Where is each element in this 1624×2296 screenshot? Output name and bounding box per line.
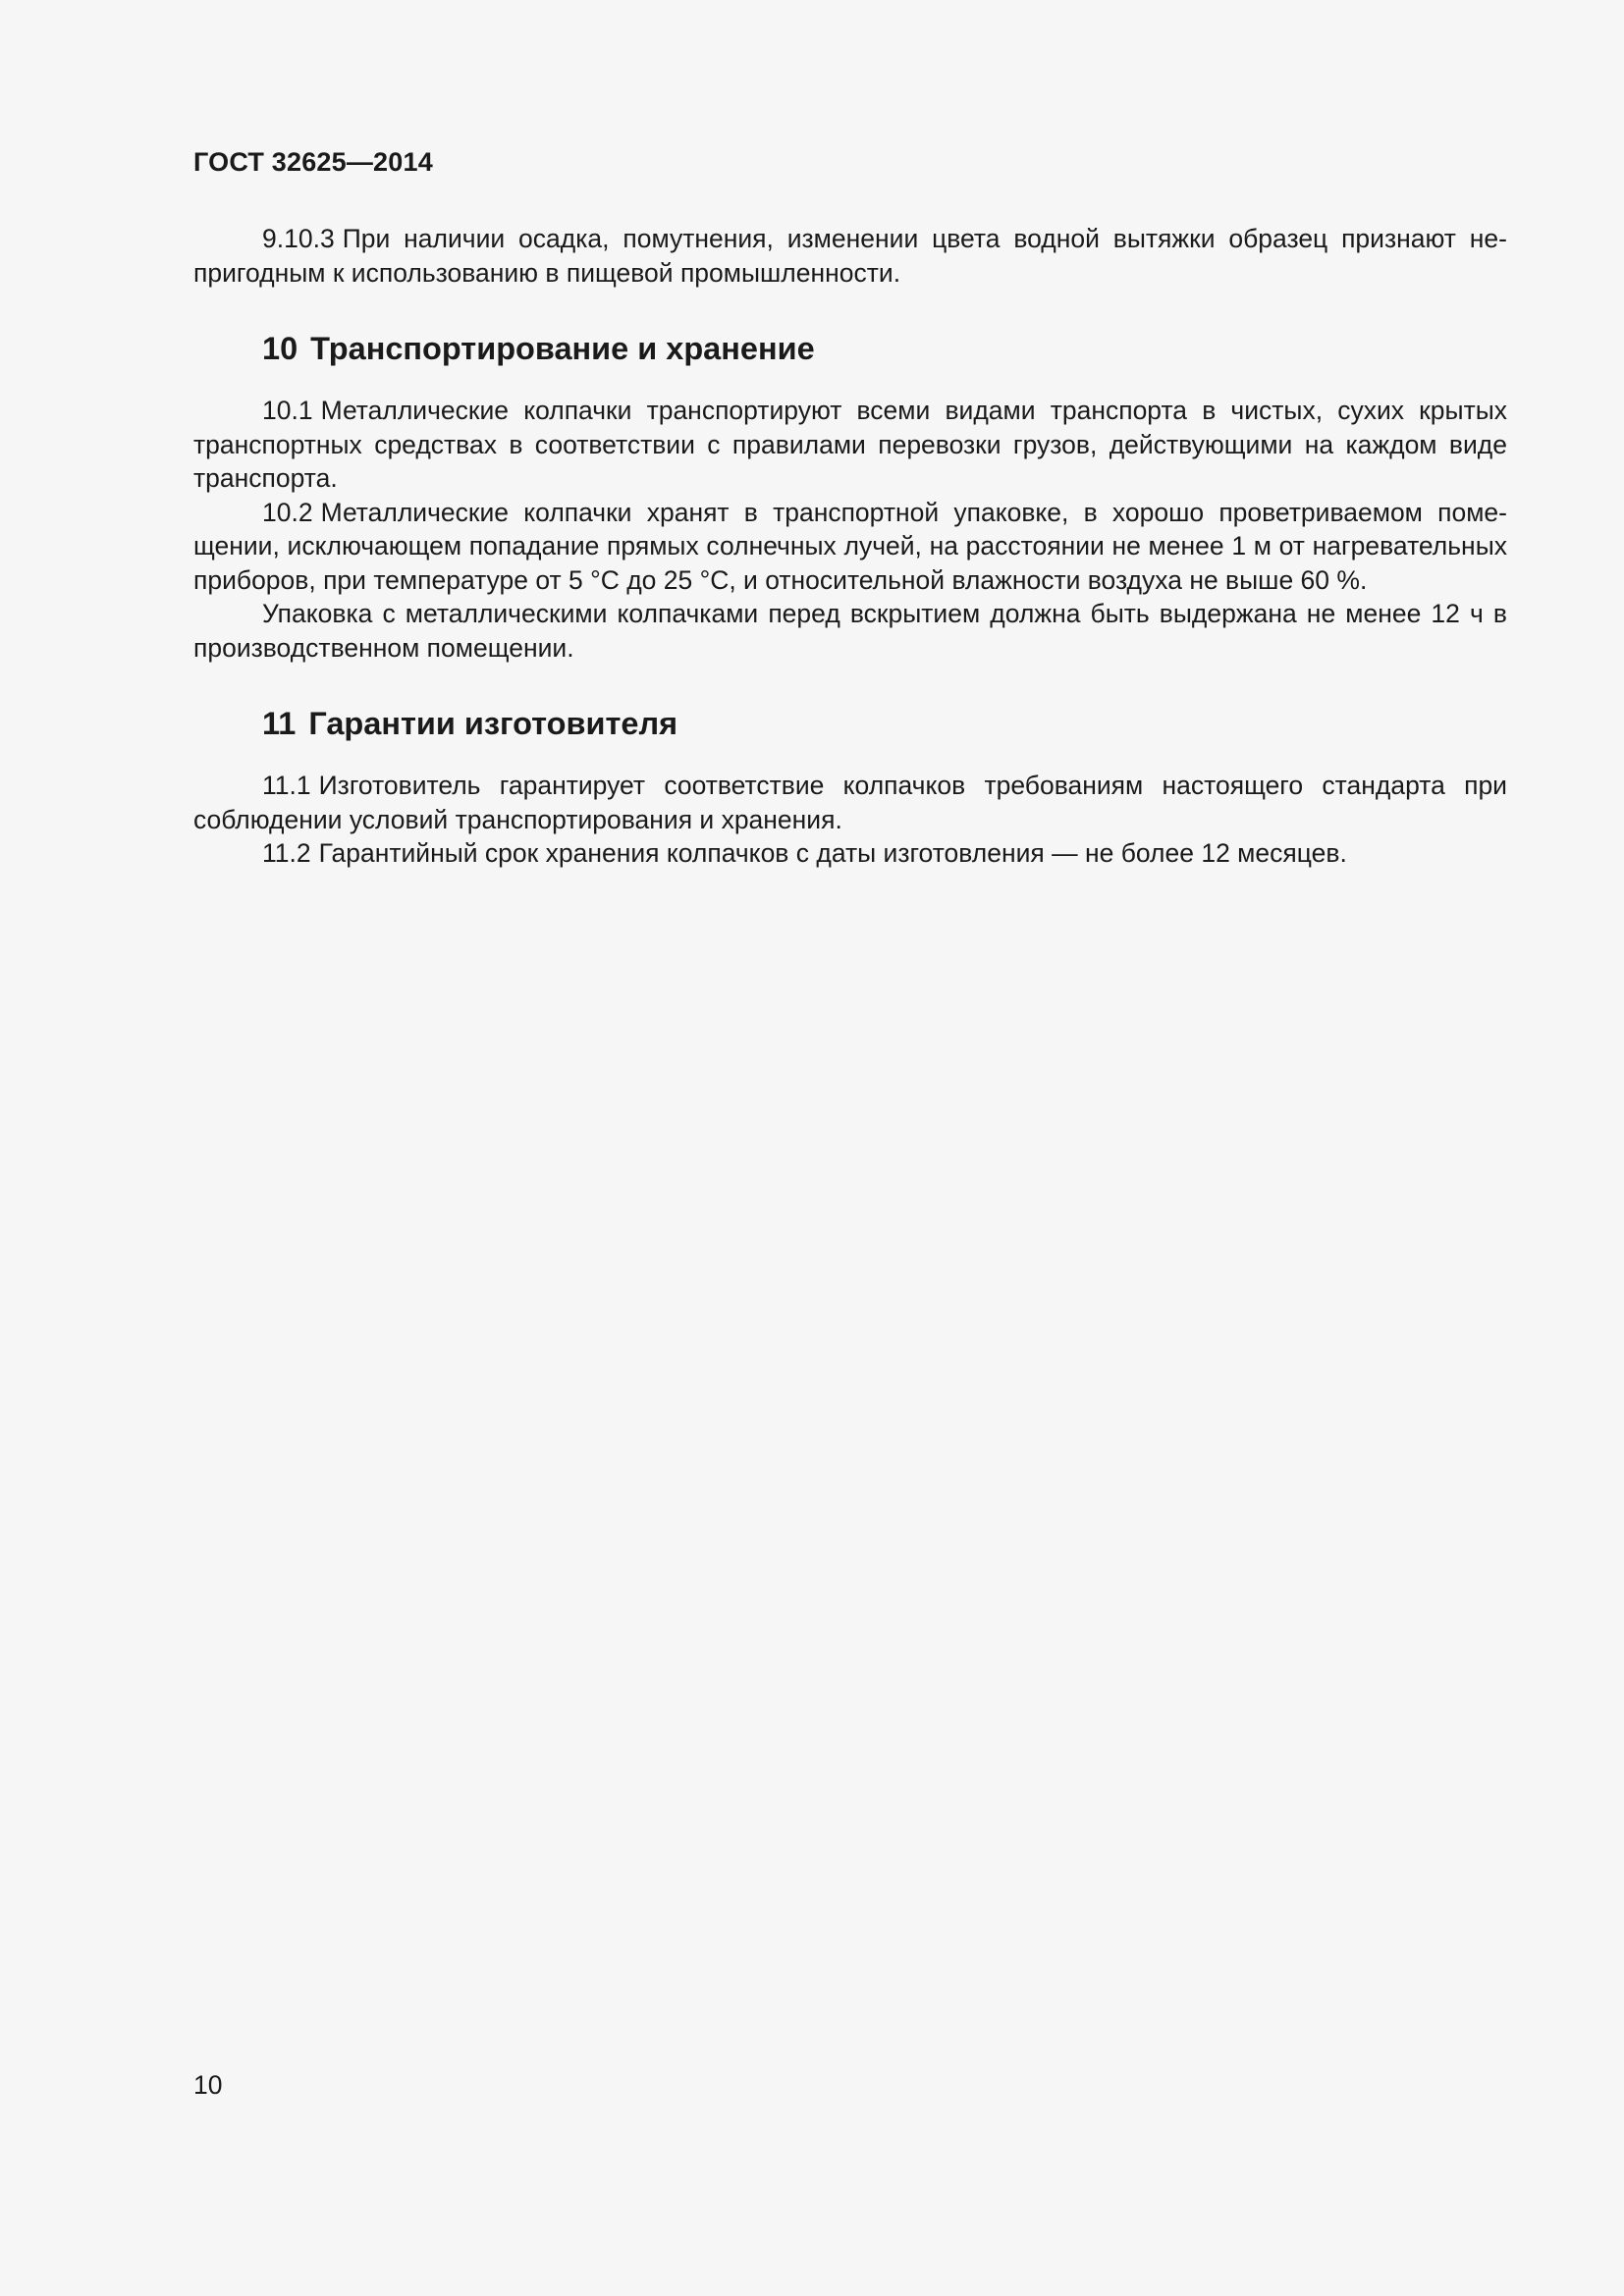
page-number: 10	[193, 2070, 223, 2100]
paragraph-10-2-packaging	[193, 597, 1507, 665]
paragraph-number: 10.1	[262, 396, 313, 425]
section-number: 10	[262, 331, 298, 366]
paragraph-text: Изготовитель гарантирует соответствие колпачков требованиям настоящего стандарта при соблюдении условий транспортирования и хранения.	[193, 771, 1507, 834]
section-heading-11	[193, 704, 1507, 743]
paragraph-text: При наличии осадка, помутнения, изменении цвета водной вытяжки образец признают непригодным к использованию в пищевой промышленности.	[193, 224, 1507, 288]
paragraph-text: Упаковка с металлическими колпачками перед вскрытием должна быть выдержана не менее 12 ч в производственном помещении.	[193, 599, 1507, 663]
paragraph-text: Металлические колпачки хранят в транспортной упаковке, в хорошо проветриваемом помещении, исключающем попадание прямых солнечных лучей, на расстоянии не менее 1 м от нагревательных приборов, при температуре от 5 °С до 25 °С, и относительной влажности воздуха не выше 60 %.	[193, 497, 1507, 595]
section-title: Транспортирование и хранение	[310, 331, 815, 366]
paragraph-10-2	[193, 496, 1507, 598]
paragraph-11-1	[193, 769, 1507, 836]
section-title: Гарантии изготовителя	[308, 706, 678, 741]
paragraph-10-1	[193, 394, 1507, 496]
section-heading-10	[193, 329, 1507, 368]
paragraph-number: 10.2	[262, 497, 313, 527]
paragraph-number: 11.2	[262, 838, 311, 868]
paragraph-text: Гарантийный срок хранения колпачков с даты изготовления — не более 12 месяцев.	[318, 838, 1347, 868]
document-body	[193, 222, 1507, 871]
paragraph-text: Металлические колпачки транспортируют всеми видами транспорта в чистых, сухих крытых транспортных средствах в соответствии с правилами перевозки грузов, действующими на каждом виде транспорта.	[193, 396, 1507, 493]
paragraph-9-10-3	[193, 222, 1507, 290]
document-header: ГОСТ 32625—2014	[193, 147, 433, 177]
paragraph-11-2	[193, 836, 1507, 871]
paragraph-number: 9.10.3	[262, 224, 335, 253]
paragraph-number: 11.1	[262, 771, 311, 800]
section-number: 11	[262, 706, 297, 741]
